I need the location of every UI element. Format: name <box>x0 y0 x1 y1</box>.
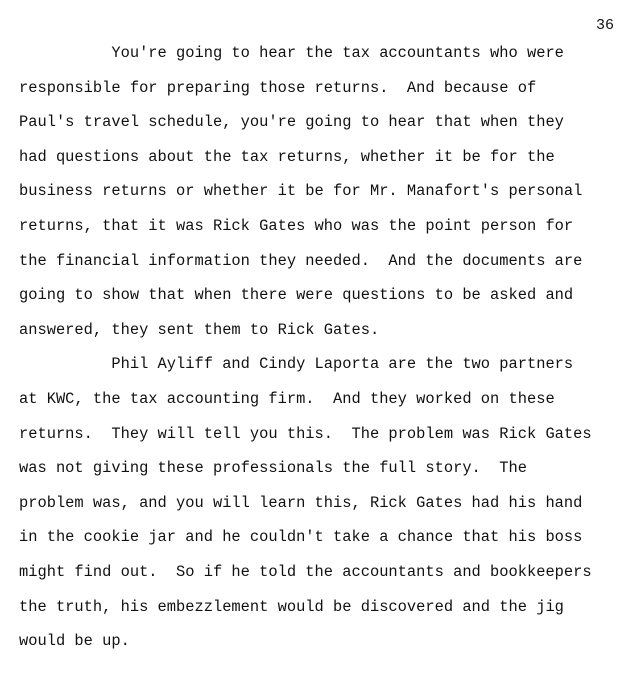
page-number: 36 <box>595 17 614 34</box>
transcript-line: Paul's travel schedule, you're going to hear that when they <box>19 113 564 132</box>
transcript-line: the truth, his embezzlement would be discovered and the jig <box>19 597 564 616</box>
transcript-line: returns. They will tell you this. The problem was Rick Gates <box>19 424 592 443</box>
transcript-line: might find out. So if he told the accountants and bookkeepers <box>19 563 592 581</box>
transcript-line: had questions about the tax returns, whether it be for the <box>19 147 555 166</box>
transcript-line: answered, they sent them to Rick Gates. <box>19 320 380 339</box>
transcript-line: returns, that it was Rick Gates who was the point person for <box>19 217 574 235</box>
transcript-line: business returns or whether it be for Mr. Manafort's personal <box>19 182 583 201</box>
transcript-line: Phil Ayliff and Cindy Laporta are the two partners <box>19 355 574 374</box>
transcript-line: responsible for preparing those returns. And because of <box>19 78 537 97</box>
transcript-line: going to show that when there were questions to be asked and <box>19 286 574 305</box>
transcript-line: was not giving these professionals the full story. The <box>19 459 527 478</box>
transcript-line: would be up. <box>19 632 130 651</box>
transcript-line: problem was, and you will learn this, Rick Gates had his hand <box>19 493 583 512</box>
transcript-line: at KWC, the tax accounting firm. And they worked on these <box>19 390 555 408</box>
transcript-line: in the cookie jar and he couldn't take a chance that his boss <box>19 528 583 547</box>
transcript-line: You're going to hear the tax accountants who were <box>19 44 564 62</box>
transcript-line: the financial information they needed. And the documents are <box>19 251 583 270</box>
